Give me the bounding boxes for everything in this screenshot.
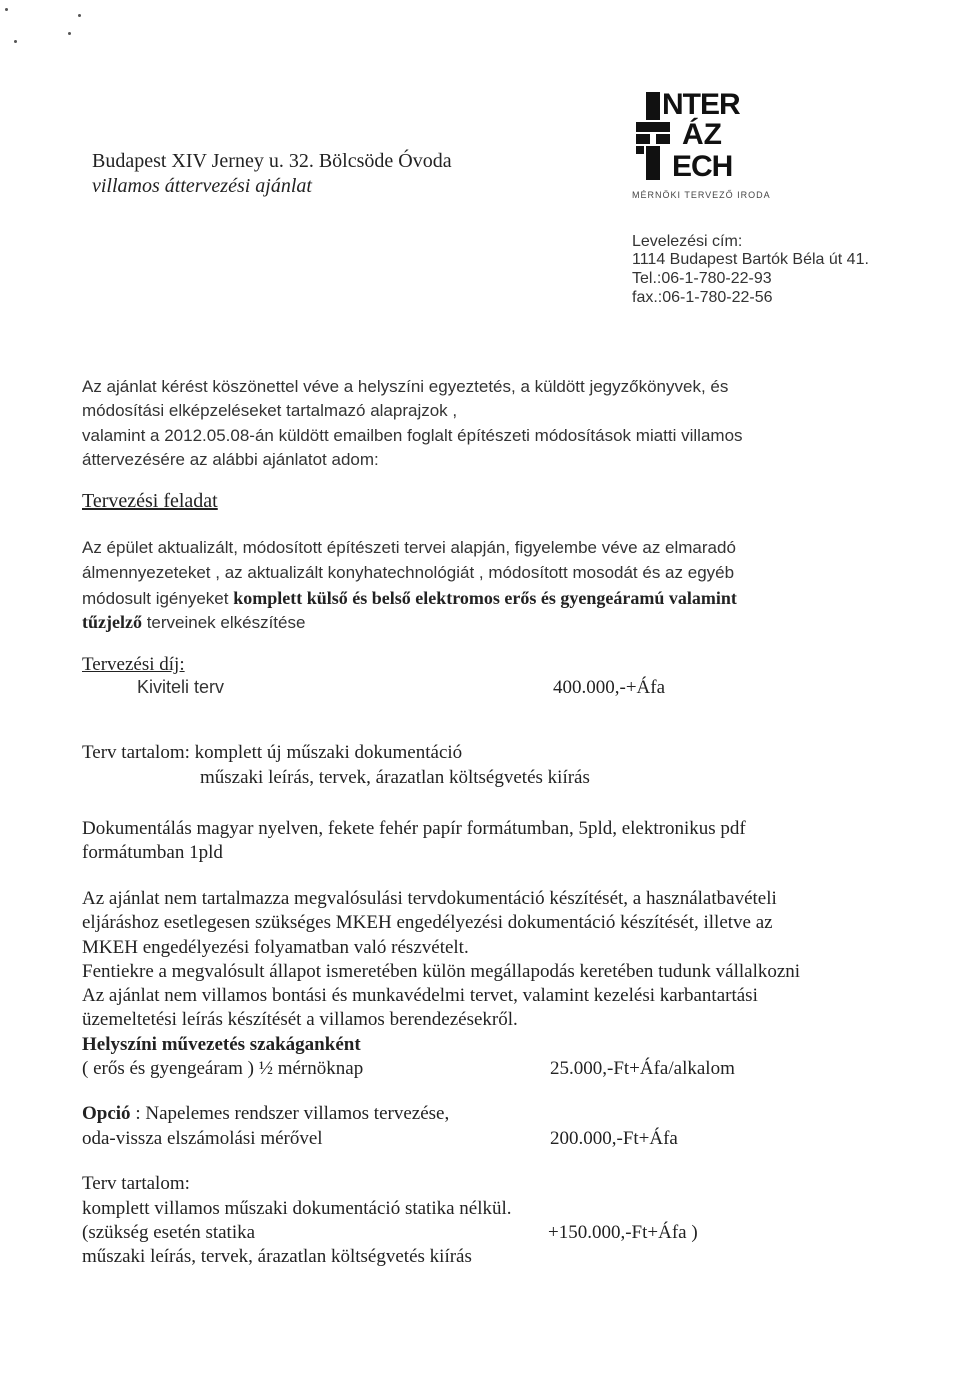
- intro-line: Az ajánlat kérést köszönettel véve a helyszíni egyeztetés, a küldött jegyzőkönyvek, és: [82, 377, 729, 396]
- supervision-heading: Helyszíni művezetés szakáganként: [82, 1034, 361, 1055]
- supervision-item: ( erős és gyengeáram ) ½ mérnöknap: [82, 1058, 364, 1079]
- option-line: [82, 1103, 449, 1125]
- option-line: oda-vissza elszámolási mérővel: [82, 1128, 323, 1149]
- option-content-line: Terv tartalom:: [82, 1173, 190, 1194]
- scan-speck: [68, 32, 71, 35]
- fee-item: Kiviteli terv: [137, 677, 225, 697]
- contact-address: 1114 Budapest Bartók Béla út 41.: [632, 251, 869, 268]
- supervision-amount: 25.000,-Ft+Áfa/alkalom: [550, 1058, 735, 1079]
- content-line: Terv tartalom: komplett új műszaki dokumentáció: [82, 742, 463, 763]
- exclusion-line: Az ajánlat nem villamos bontási és munkavédelmi tervet, valamint kezelési karbantartási: [82, 985, 758, 1006]
- logo-text-az: ÁZ: [682, 118, 722, 151]
- documentation-line: Dokumentálás magyar nyelven, fekete fehér papír formátumban, 5pld, elektronikus pdf: [82, 818, 746, 839]
- option-content-amount: +150.000,-Ft+Áfa ): [548, 1222, 698, 1243]
- company-logo: [632, 88, 771, 200]
- scan-speck: [14, 40, 17, 43]
- task-line: Az épület aktualizált, módosított építészeti tervei alapján, figyelembe véve az elmaradó: [82, 538, 736, 557]
- contact-fax: fax.:06-1-780-22-56: [632, 289, 773, 306]
- option-content-line: műszaki leírás, tervek, árazatlan költségvetés kiírás: [82, 1246, 472, 1267]
- logo-text-nter: NTER: [662, 88, 740, 121]
- exclusion-line: Az ajánlat nem tartalmazza megvalósulási tervdokumentáció készítését, a használatbavételi: [82, 888, 777, 909]
- scan-speck: [5, 8, 8, 11]
- intro-line: áttervezésére az alábbi ajánlatot adom:: [82, 450, 379, 469]
- task-line: [82, 612, 305, 633]
- task-line: [82, 588, 737, 609]
- exclusion-line: Fentiekre a megvalósult állapot ismeretében külön megállapodás keretében tudunk vállalkozni: [82, 961, 801, 982]
- intro-line: módosítási elképzeléseket tartalmazó alaprajzok ,: [82, 401, 458, 420]
- document-title: Budapest XIV Jerney u. 32. Bölcsöde Óvoda: [92, 150, 452, 172]
- option-content-line: komplett villamos műszaki dokumentáció statika nélkül.: [82, 1198, 512, 1219]
- contact-label: Levelezési cím:: [632, 233, 743, 250]
- exclusion-line: MKEH engedélyezési folyamatban való részvételt.: [82, 937, 469, 958]
- exclusion-line: eljáráshoz esetlegesen szükséges MKEH engedélyezési dokumentáció készítését, illetve az: [82, 912, 773, 933]
- fee-heading: Tervezési díj:: [82, 654, 185, 675]
- document-subtitle: villamos áttervezési ajánlat: [92, 175, 312, 197]
- intro-line: valamint a 2012.05.08-án küldött emailben foglalt építészeti módosítások miatti villamos: [82, 426, 743, 445]
- task-line-bold: tűzjelző: [82, 612, 142, 632]
- content-line: műszaki leírás, tervek, árazatlan költségvetés kiírás: [200, 767, 590, 788]
- option-text: : Napelemes rendszer villamos tervezése,: [130, 1103, 450, 1124]
- task-line-normal: módosult igényeket: [82, 589, 234, 608]
- contact-tel: Tel.:06-1-780-22-93: [632, 270, 772, 287]
- task-heading: Tervezési feladat: [82, 490, 218, 512]
- option-content-line: (szükség esetén statika: [82, 1222, 256, 1243]
- fee-amount: 400.000,-+Áfa: [553, 677, 666, 698]
- exclusion-line: üzemeltetési leírás készítését a villamos berendezésekről.: [82, 1009, 518, 1030]
- scan-speck: [78, 14, 81, 17]
- documentation-line: formátumban 1pld: [82, 842, 223, 863]
- task-line-normal: terveinek elkészítése: [141, 613, 306, 632]
- option-amount: 200.000,-Ft+Áfa: [550, 1128, 678, 1149]
- logo-text-ech: ECH: [672, 150, 733, 183]
- task-line: álmennyezeteket , az aktualizált konyhatechnológiát , módosított mosodát és az egyéb: [82, 563, 735, 582]
- option-label: Opció: [82, 1103, 131, 1124]
- logo-subtitle: MÉRNÖKI TERVEZŐ IRODA: [632, 190, 771, 200]
- task-line-bold: komplett külső és belső elektromos erős és gyengeáramú valamint: [233, 588, 737, 608]
